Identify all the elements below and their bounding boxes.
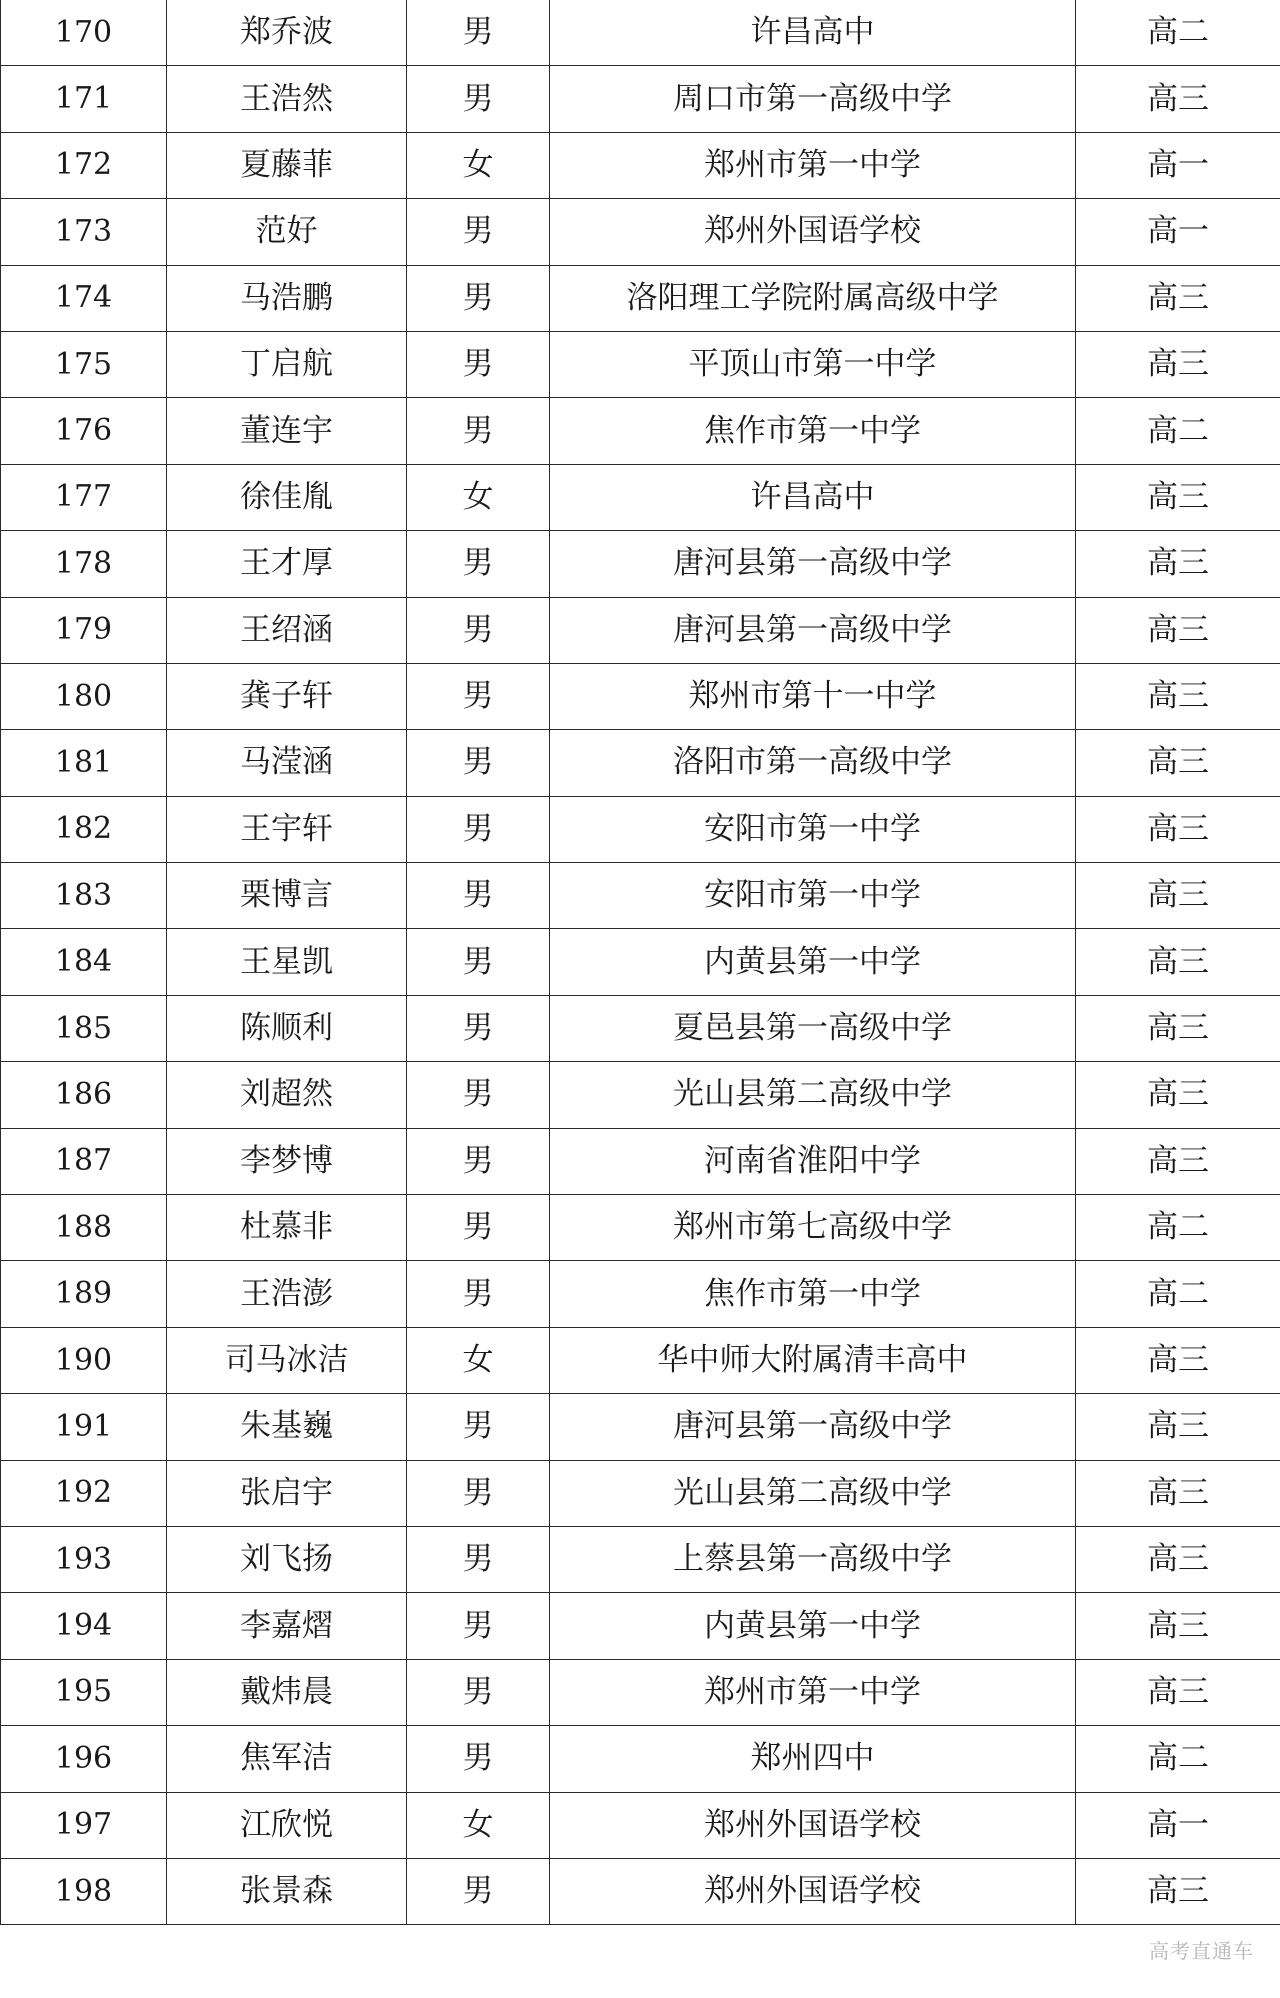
row-number-cell: 172 [1,132,167,198]
student-name-cell: 李嘉熠 [167,1593,407,1659]
gender-cell: 男 [407,1394,550,1460]
grade-cell: 高三 [1076,863,1280,929]
row-number-cell: 177 [1,464,167,530]
student-name-cell: 戴炜晨 [167,1659,407,1725]
school-cell: 唐河县第一高级中学 [550,597,1076,663]
table-row [1,464,1280,530]
school-cell: 河南省淮阳中学 [550,1128,1076,1194]
student-name-cell: 王才厚 [167,531,407,597]
table-row [1,1460,1280,1526]
row-number-cell: 194 [1,1593,167,1659]
school-cell: 夏邑县第一高级中学 [550,995,1076,1061]
row-number-cell: 190 [1,1327,167,1393]
table-row [1,531,1280,597]
watermark-text: 高考直通车 [1149,1939,1254,1963]
row-number-cell: 176 [1,398,167,464]
row-number-cell: 183 [1,863,167,929]
row-number-cell: 178 [1,531,167,597]
school-cell: 光山县第二高级中学 [550,1062,1076,1128]
gender-cell: 男 [407,1858,550,1924]
row-number-cell: 171 [1,66,167,132]
table-row [1,265,1280,331]
gender-cell: 男 [407,995,550,1061]
table-row [1,796,1280,862]
school-cell: 唐河县第一高级中学 [550,531,1076,597]
row-number-cell: 185 [1,995,167,1061]
gender-cell: 女 [407,1327,550,1393]
school-cell: 郑州四中 [550,1726,1076,1792]
grade-cell: 高三 [1076,995,1280,1061]
student-name-cell: 王宇轩 [167,796,407,862]
grade-cell: 高二 [1076,398,1280,464]
grade-cell: 高三 [1076,1327,1280,1393]
student-name-cell: 焦军洁 [167,1726,407,1792]
school-cell: 安阳市第一中学 [550,796,1076,862]
school-cell: 唐河县第一高级中学 [550,1394,1076,1460]
grade-cell: 高三 [1076,1460,1280,1526]
school-cell: 郑州外国语学校 [550,1792,1076,1858]
grade-cell: 高三 [1076,66,1280,132]
student-name-cell: 王星凯 [167,929,407,995]
grade-cell: 高二 [1076,1261,1280,1327]
grade-cell: 高一 [1076,1792,1280,1858]
table-row [1,1593,1280,1659]
student-name-cell: 司马冰洁 [167,1327,407,1393]
grade-cell: 高三 [1076,1128,1280,1194]
student-name-cell: 范好 [167,199,407,265]
roster-body [1,0,1280,1925]
table-row [1,1726,1280,1792]
grade-cell: 高一 [1076,199,1280,265]
row-number-cell: 187 [1,1128,167,1194]
row-number-cell: 170 [1,0,167,66]
school-cell: 许昌高中 [550,0,1076,66]
grade-cell: 高三 [1076,597,1280,663]
student-name-cell: 朱基巍 [167,1394,407,1460]
school-cell: 郑州外国语学校 [550,1858,1076,1924]
table-row [1,1062,1280,1128]
table-row [1,1261,1280,1327]
table-row [1,1858,1280,1924]
grade-cell: 高二 [1076,1195,1280,1261]
table-row [1,1327,1280,1393]
table-row [1,132,1280,198]
grade-cell: 高三 [1076,663,1280,729]
gender-cell: 男 [407,331,550,397]
grade-cell: 高三 [1076,265,1280,331]
table-row [1,597,1280,663]
table-row [1,331,1280,397]
grade-cell: 高三 [1076,464,1280,530]
student-name-cell: 马浩鹏 [167,265,407,331]
row-number-cell: 173 [1,199,167,265]
table-row [1,398,1280,464]
table-row [1,1128,1280,1194]
grade-cell: 高三 [1076,929,1280,995]
gender-cell: 男 [407,796,550,862]
row-number-cell: 180 [1,663,167,729]
student-name-cell: 董连宇 [167,398,407,464]
table-row [1,1659,1280,1725]
row-number-cell: 181 [1,730,167,796]
student-name-cell: 陈顺利 [167,995,407,1061]
school-cell: 平顶山市第一中学 [550,331,1076,397]
table-row [1,66,1280,132]
gender-cell: 男 [407,1062,550,1128]
gender-cell: 男 [407,1593,550,1659]
school-cell: 周口市第一高级中学 [550,66,1076,132]
row-number-cell: 182 [1,796,167,862]
school-cell: 上蔡县第一高级中学 [550,1526,1076,1592]
school-cell: 郑州市第一中学 [550,1659,1076,1725]
row-number-cell: 188 [1,1195,167,1261]
table-row [1,730,1280,796]
grade-cell: 高二 [1076,1726,1280,1792]
grade-cell: 高三 [1076,1593,1280,1659]
student-name-cell: 李梦博 [167,1128,407,1194]
grade-cell: 高三 [1076,331,1280,397]
gender-cell: 男 [407,398,550,464]
grade-cell: 高三 [1076,531,1280,597]
school-cell: 郑州外国语学校 [550,199,1076,265]
table-row [1,0,1280,66]
student-name-cell: 郑乔波 [167,0,407,66]
gender-cell: 女 [407,1792,550,1858]
row-number-cell: 179 [1,597,167,663]
school-cell: 内黄县第一中学 [550,929,1076,995]
gender-cell: 男 [407,929,550,995]
gender-cell: 男 [407,199,550,265]
row-number-cell: 184 [1,929,167,995]
school-cell: 郑州市第一中学 [550,132,1076,198]
school-cell: 内黄县第一中学 [550,1593,1076,1659]
grade-cell: 高三 [1076,1526,1280,1592]
table-row [1,1792,1280,1858]
table-row [1,1394,1280,1460]
gender-cell: 男 [407,730,550,796]
school-cell: 郑州市第七高级中学 [550,1195,1076,1261]
gender-cell: 男 [407,531,550,597]
grade-cell: 高三 [1076,796,1280,862]
grade-cell: 高三 [1076,1659,1280,1725]
student-name-cell: 王浩澎 [167,1261,407,1327]
student-name-cell: 马滢涵 [167,730,407,796]
row-number-cell: 186 [1,1062,167,1128]
row-number-cell: 174 [1,265,167,331]
table-row [1,929,1280,995]
school-cell: 洛阳理工学院附属高级中学 [550,265,1076,331]
student-name-cell: 栗博言 [167,863,407,929]
student-name-cell: 杜慕非 [167,1195,407,1261]
student-name-cell: 夏藤菲 [167,132,407,198]
row-number-cell: 197 [1,1792,167,1858]
school-cell: 华中师大附属清丰高中 [550,1327,1076,1393]
row-number-cell: 191 [1,1394,167,1460]
gender-cell: 男 [407,597,550,663]
table-row [1,199,1280,265]
table-row [1,995,1280,1061]
school-cell: 郑州市第十一中学 [550,663,1076,729]
school-cell: 焦作市第一中学 [550,1261,1076,1327]
row-number-cell: 192 [1,1460,167,1526]
gender-cell: 男 [407,1261,550,1327]
school-cell: 许昌高中 [550,464,1076,530]
gender-cell: 男 [407,265,550,331]
row-number-cell: 193 [1,1526,167,1592]
gender-cell: 男 [407,1195,550,1261]
gender-cell: 男 [407,1726,550,1792]
student-name-cell: 徐佳胤 [167,464,407,530]
gender-cell: 男 [407,0,550,66]
school-cell: 洛阳市第一高级中学 [550,730,1076,796]
gender-cell: 女 [407,464,550,530]
student-name-cell: 刘飞扬 [167,1526,407,1592]
table-row [1,1526,1280,1592]
grade-cell: 高三 [1076,1394,1280,1460]
row-number-cell: 195 [1,1659,167,1725]
grade-cell: 高一 [1076,132,1280,198]
grade-cell: 高二 [1076,0,1280,66]
row-number-cell: 189 [1,1261,167,1327]
row-number-cell: 175 [1,331,167,397]
gender-cell: 男 [407,66,550,132]
table-row [1,863,1280,929]
table-row [1,663,1280,729]
gender-cell: 男 [407,1128,550,1194]
gender-cell: 男 [407,1460,550,1526]
student-name-cell: 江欣悦 [167,1792,407,1858]
student-name-cell: 刘超然 [167,1062,407,1128]
student-name-cell: 张景森 [167,1858,407,1924]
student-name-cell: 丁启航 [167,331,407,397]
school-cell: 光山县第二高级中学 [550,1460,1076,1526]
table-row [1,1195,1280,1261]
row-number-cell: 198 [1,1858,167,1924]
gender-cell: 男 [407,863,550,929]
grade-cell: 高三 [1076,1062,1280,1128]
gender-cell: 男 [407,1526,550,1592]
grade-cell: 高三 [1076,1858,1280,1924]
school-cell: 焦作市第一中学 [550,398,1076,464]
student-name-cell: 张启宇 [167,1460,407,1526]
student-name-cell: 王浩然 [167,66,407,132]
gender-cell: 男 [407,1659,550,1725]
gender-cell: 女 [407,132,550,198]
student-name-cell: 王绍涵 [167,597,407,663]
grade-cell: 高三 [1076,730,1280,796]
school-cell: 安阳市第一中学 [550,863,1076,929]
gender-cell: 男 [407,663,550,729]
row-number-cell: 196 [1,1726,167,1792]
student-name-cell: 龚子轩 [167,663,407,729]
